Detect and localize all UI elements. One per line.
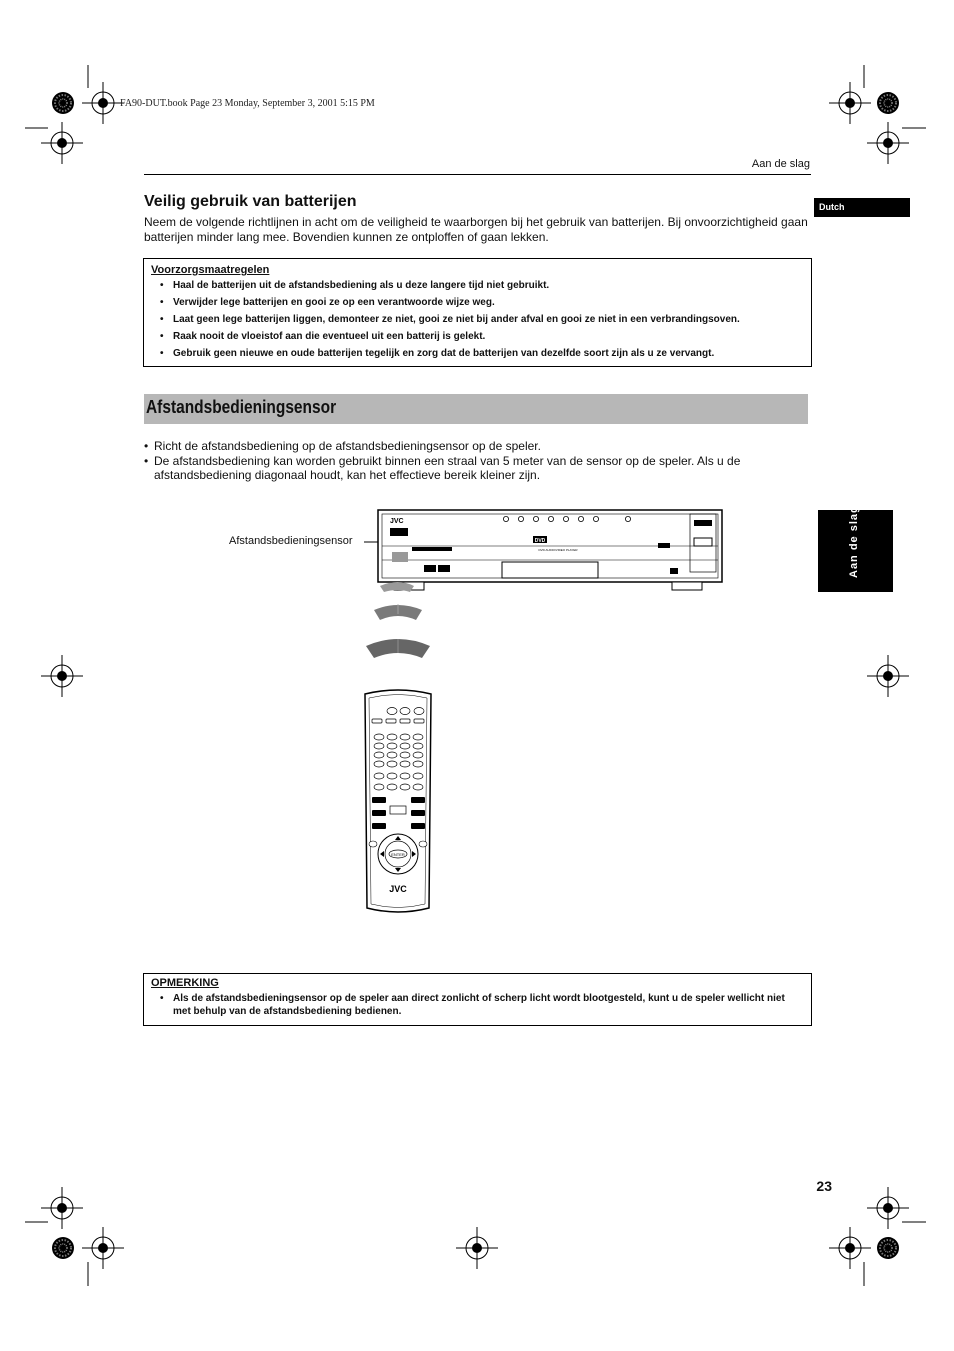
- side-tab: [818, 505, 893, 592]
- print-line: FA90-DUT.book Page 23 Monday, September 3, 2001 5:15 PM: [120, 98, 375, 109]
- player-text: DVD AUDIO/VIDEO PLAYER: [538, 548, 578, 552]
- sensor-label: Afstandsbedieningsensor: [229, 535, 353, 547]
- note-box: [143, 973, 812, 1026]
- language-tab: Dutch: [814, 198, 910, 217]
- disc-logo: DVD: [534, 538, 546, 544]
- list-item: • De afstandsbediening kan worden gebruikt binnen een straal van 5 meter van de sensor op de speler. Als u de afstandsbediening diagonaal houdt, kan het effectieve bereik kleiner zijn.: [144, 454, 811, 483]
- list-item: • Raak nooit de vloeistof aan die eventueel uit een batterij is gelekt.: [144, 330, 811, 343]
- note-list: [144, 992, 811, 1018]
- battery-intro: Neem de volgende richtlijnen in acht om de veiligheid te waarborgen bij het gebruik van batterijen. Bij onvoorzichtigheid gaan batterijen minder lang mee. Bovendien kunnen ze ontploffen of gaan lekken.: [144, 215, 808, 244]
- note-title: OPMERKING: [151, 977, 219, 989]
- page-number: 23: [816, 1178, 832, 1194]
- list-item: • Richt de afstandsbediening op de afstandsbedieningsensor op de speler.: [144, 439, 811, 454]
- battery-heading: Veilig gebruik van batterijen: [144, 193, 357, 210]
- precautions-title: Voorzorgsmaatregelen: [151, 264, 270, 276]
- sensor-heading: Afstandsbedieningsensor: [146, 397, 337, 417]
- list-item: • Als de afstandsbedieningsensor op de speler aan direct zonlicht of scherp licht wordt blootgesteld, kunt u de speler wellicht niet met behulp van de afstandsbediening bedienen.: [144, 992, 811, 1018]
- player-brand: JVC: [390, 518, 404, 525]
- remote-brand: JVC: [389, 884, 407, 894]
- precautions-box: [143, 258, 812, 367]
- list-item: • Gebruik geen nieuwe en oude batterijen tegelijk en zorg dat de batterijen van dezelfde soort zijn als u ze vervangt.: [144, 347, 811, 360]
- remote-enter-label: ENTER: [391, 852, 405, 857]
- side-tab-label: Aan de slag: [848, 505, 860, 578]
- list-item: • Verwijder lege batterijen en gooi ze op een verantwoorde wijze weg.: [144, 296, 811, 309]
- running-header: Aan de slag: [751, 158, 810, 170]
- section-heading-bar: [144, 394, 808, 424]
- remote-control-illustration: [359, 684, 437, 919]
- sensor-bullets: [144, 439, 811, 483]
- list-item: • Laat geen lege batterijen liggen, demonteer ze niet, gooi ze niet bij ander afval en gooi ze niet in een verbrandingsoven.: [144, 313, 811, 326]
- ir-signal-waves: [360, 576, 440, 666]
- list-item: • Haal de batterijen uit de afstandsbediening als u deze langere tijd niet gebruikt.: [144, 279, 811, 292]
- header-rule: [144, 174, 811, 175]
- precautions-list: [144, 279, 811, 360]
